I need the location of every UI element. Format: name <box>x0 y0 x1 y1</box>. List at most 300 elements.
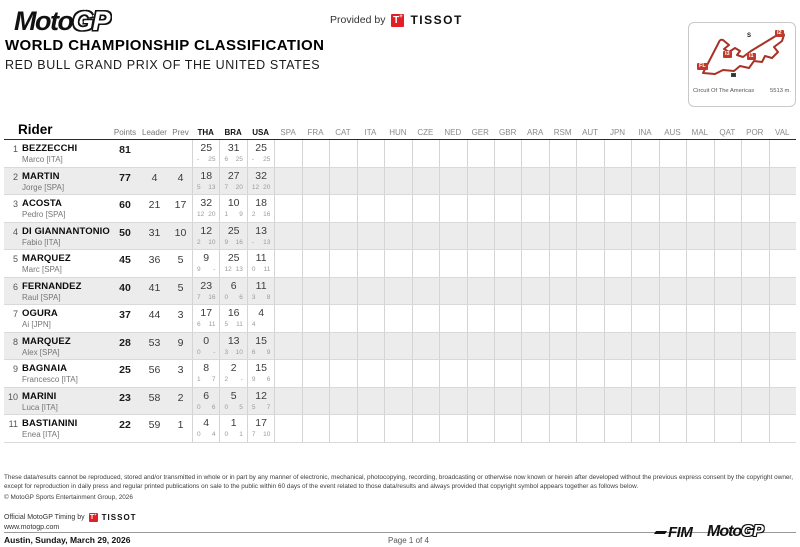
race-points: 11 <box>208 321 216 328</box>
result-ina-empty <box>631 360 658 387</box>
result-qat-empty <box>714 250 741 277</box>
tissot-logo-icon-footer: T + <box>89 512 97 521</box>
result-ina-empty <box>631 388 658 415</box>
result-ara-empty <box>521 195 548 222</box>
result-qat-empty <box>714 223 741 250</box>
sprint-points: 0 <box>197 431 201 438</box>
race-points-total: 11 <box>255 252 267 264</box>
result-aut-empty <box>576 305 603 332</box>
sprint-points: - <box>251 156 255 163</box>
result-ger-empty <box>467 305 494 332</box>
result-tha <box>192 278 219 305</box>
rider-cell <box>18 195 110 222</box>
result-spa-empty <box>274 195 301 222</box>
result-ina-empty <box>631 140 658 167</box>
result-ger-empty <box>467 195 494 222</box>
race-header-ned: NED <box>444 128 462 137</box>
race-points: 13 <box>235 266 243 273</box>
motogp-logo <box>14 6 109 37</box>
result-hun-empty <box>384 195 411 222</box>
circuit-map-box <box>688 22 796 107</box>
motogp-logo-footer-gp: GP <box>741 523 764 540</box>
result-cat-empty <box>329 195 356 222</box>
race-header-aut: AUT <box>582 128 599 137</box>
sprint-points: 0 <box>224 293 229 301</box>
circuit-name: Circuit Of The Americas <box>693 88 755 94</box>
race-points: 9 <box>266 348 271 356</box>
result-ita-empty <box>357 278 384 305</box>
sprint-points: 6 <box>251 348 256 356</box>
race-points-total: 32 <box>255 169 267 182</box>
result-cze-empty <box>412 195 439 222</box>
points-value: 23 <box>119 391 131 404</box>
race-header-usa: USA <box>252 128 270 137</box>
provided-by-label: Provided by <box>330 14 386 26</box>
sprint-points: 12 <box>251 183 260 191</box>
result-rsm-empty <box>549 360 576 387</box>
page-number: Page 1 of 4 <box>388 536 429 545</box>
race-header-ger: GER <box>471 128 489 137</box>
rank: 2 <box>12 171 18 182</box>
result-val-empty <box>769 360 796 387</box>
result-ara-empty <box>521 140 548 167</box>
result-ara-empty <box>521 223 548 250</box>
result-aus-empty <box>659 333 686 360</box>
rider-row <box>4 305 796 333</box>
result-aut-empty <box>576 333 603 360</box>
race-points: - <box>240 376 243 383</box>
race-points: 8 <box>266 293 271 301</box>
rank: 5 <box>12 254 18 264</box>
result-ina-empty <box>631 278 658 305</box>
sprint-points: 5 <box>251 403 256 411</box>
result-cze-empty <box>412 415 439 442</box>
sprint-points: 0 <box>197 403 201 411</box>
race-points: 6 <box>266 376 271 383</box>
gap-to-leader: 31 <box>148 226 161 239</box>
race-points: 25 <box>263 156 271 163</box>
rider-cell <box>18 388 110 415</box>
result-usa <box>247 415 274 442</box>
result-cze-empty <box>412 333 439 360</box>
race-points-total: 25 <box>200 142 213 154</box>
result-cze-empty <box>412 278 439 305</box>
table-header-row <box>4 121 796 140</box>
result-ita-empty <box>357 305 384 332</box>
points-value: 25 <box>119 364 131 376</box>
result-mal-empty <box>686 168 713 195</box>
gap-to-leader: 58 <box>148 391 161 404</box>
result-qat-empty <box>714 388 741 415</box>
rider-surname: DI GIANNANTONIO <box>22 225 110 237</box>
rider-cell <box>18 168 110 195</box>
result-hun-empty <box>384 360 411 387</box>
result-mal-empty <box>686 223 713 250</box>
gap-to-prev: 4 <box>177 171 184 184</box>
points-value: 77 <box>119 171 131 184</box>
result-aut-empty <box>576 278 603 305</box>
race-points: 20 <box>263 183 271 191</box>
result-cat-empty <box>329 168 356 195</box>
result-mal-empty <box>686 195 713 222</box>
sprint-points: 6 <box>224 156 229 163</box>
result-fra-empty <box>302 278 329 305</box>
result-hun-empty <box>384 223 411 250</box>
result-bra <box>219 305 246 332</box>
race-header-gbr: GBR <box>499 128 517 137</box>
race-header-jpn: JPN <box>609 128 626 137</box>
result-tha <box>192 415 219 442</box>
result-gbr-empty <box>494 360 521 387</box>
sprint-points: 2 <box>224 376 229 383</box>
result-rsm-empty <box>549 333 576 360</box>
result-val-empty <box>769 278 796 305</box>
sprint-points: 4 <box>251 321 256 328</box>
result-spa-empty <box>274 305 301 332</box>
result-aus-empty <box>659 250 686 277</box>
fim-swoosh-icon <box>654 531 667 534</box>
race-header-por: POR <box>746 128 764 137</box>
result-cat-empty <box>329 250 356 277</box>
result-aus-empty <box>659 388 686 415</box>
official-timing-line <box>4 513 137 522</box>
circuit-marker-i1: I1 <box>749 53 754 59</box>
race-points-total: 15 <box>255 362 267 374</box>
result-bra <box>219 388 246 415</box>
result-cat-empty <box>329 388 356 415</box>
race-points-total: 25 <box>255 142 267 154</box>
circuit-marker-i3: I3 <box>725 51 730 57</box>
result-cze-empty <box>412 250 439 277</box>
result-mal-empty <box>686 140 713 167</box>
result-ita-empty <box>357 333 384 360</box>
result-usa <box>247 360 274 387</box>
event-title: RED BULL GRAND PRIX OF THE UNITED STATES <box>5 58 321 72</box>
sprint-points: 9 <box>224 238 229 246</box>
result-aut-empty <box>576 223 603 250</box>
result-gbr-empty <box>494 250 521 277</box>
result-ned-empty <box>439 278 466 305</box>
race-points-total: 13 <box>255 224 267 237</box>
race-points-total: 2 <box>230 362 237 374</box>
rider-cell <box>18 278 110 305</box>
result-ned-empty <box>439 140 466 167</box>
result-fra-empty <box>302 333 329 360</box>
rider-row <box>4 168 796 196</box>
result-spa-empty <box>274 415 301 442</box>
result-aut-empty <box>576 195 603 222</box>
result-por-empty <box>741 278 768 305</box>
page-title: WORLD CHAMPIONSHIP CLASSIFICATION <box>5 37 325 54</box>
rider-cell <box>18 140 110 167</box>
race-points-total: 4 <box>258 307 265 319</box>
sprint-points: 3 <box>251 293 256 301</box>
result-ger-empty <box>467 415 494 442</box>
result-por-empty <box>741 305 768 332</box>
gap-to-prev: 1 <box>177 419 184 431</box>
motogp-logo-moto: Moto <box>14 6 73 36</box>
result-ara-empty <box>521 360 548 387</box>
sprint-points: 0 <box>197 348 201 356</box>
race-points: 16 <box>263 211 271 218</box>
column-header-rider: Rider <box>18 122 53 137</box>
rider-firstname: Fabio [ITA] <box>22 237 61 247</box>
rider-cell <box>18 360 110 387</box>
points-value: 40 <box>119 281 131 294</box>
rider-row <box>4 388 796 416</box>
result-ger-empty <box>467 360 494 387</box>
circuit-marker-fl: FL <box>699 63 706 69</box>
result-spa-empty <box>274 140 301 167</box>
race-points-total: 1 <box>230 417 237 429</box>
race-points-total: 25 <box>227 252 240 264</box>
sprint-points: 5 <box>224 321 229 328</box>
motogp-logo-footer-moto: Moto <box>707 523 742 540</box>
rider-surname: BEZZECCHI <box>22 143 78 154</box>
result-cze-empty <box>412 305 439 332</box>
result-jpn-empty <box>604 415 631 442</box>
race-points: 11 <box>236 321 243 328</box>
race-points: - <box>213 348 216 356</box>
gap-to-prev: 17 <box>174 199 187 211</box>
result-rsm-empty <box>549 305 576 332</box>
result-ned-empty <box>439 223 466 250</box>
result-ned-empty <box>439 388 466 415</box>
race-points-total: 27 <box>227 169 240 182</box>
fim-logo-text: FIM <box>668 524 693 541</box>
column-header-leader: Leader <box>142 128 167 137</box>
result-val-empty <box>769 223 796 250</box>
result-ned-empty <box>439 195 466 222</box>
motogp-logo-footer <box>707 523 763 541</box>
result-rsm-empty <box>549 168 576 195</box>
race-points: 20 <box>208 211 216 218</box>
result-rsm-empty <box>549 388 576 415</box>
gap-to-prev: 10 <box>174 226 187 239</box>
result-spa-empty <box>274 223 301 250</box>
result-por-empty <box>741 360 768 387</box>
rider-surname: MARQUEZ <box>22 253 71 264</box>
result-ina-empty <box>631 223 658 250</box>
result-por-empty <box>741 415 768 442</box>
result-val-empty <box>769 388 796 415</box>
race-points-total: 11 <box>255 279 267 292</box>
race-points: 13 <box>208 183 216 191</box>
result-ara-empty <box>521 278 548 305</box>
result-cze-empty <box>412 360 439 387</box>
rider-surname: MARTIN <box>22 170 60 182</box>
result-bra <box>219 360 246 387</box>
result-ger-empty <box>467 223 494 250</box>
rider-row <box>4 415 796 443</box>
result-rsm-empty <box>549 250 576 277</box>
result-cze-empty <box>412 168 439 195</box>
rider-cell <box>18 223 110 250</box>
result-por-empty <box>741 168 768 195</box>
circuit-marker-i2: I2 <box>777 30 782 36</box>
result-mal-empty <box>686 388 713 415</box>
gap-to-leader <box>140 140 169 167</box>
rider-cell <box>18 305 110 332</box>
result-bra <box>219 415 246 442</box>
result-val-empty <box>769 415 796 442</box>
result-tha <box>192 168 219 195</box>
points-value: 28 <box>119 336 131 349</box>
result-cze-empty <box>412 140 439 167</box>
result-aus-empty <box>659 140 686 167</box>
result-tha <box>192 333 219 360</box>
result-jpn-empty <box>604 333 631 360</box>
race-points-total: 15 <box>255 334 267 347</box>
result-usa <box>247 388 274 415</box>
result-qat-empty <box>714 305 741 332</box>
result-usa <box>247 250 274 277</box>
result-ita-empty <box>357 168 384 195</box>
result-fra-empty <box>302 223 329 250</box>
motogp-logo-gp: GP <box>72 6 110 36</box>
rider-surname: MARQUEZ <box>22 335 71 347</box>
rider-firstname: Marc [SPA] <box>22 265 62 274</box>
race-headers <box>192 128 796 137</box>
result-por-empty <box>741 195 768 222</box>
race-points: 20 <box>235 183 243 191</box>
result-cat-empty <box>329 140 356 167</box>
result-fra-empty <box>302 305 329 332</box>
result-aus-empty <box>659 360 686 387</box>
rider-surname: FERNANDEZ <box>22 280 82 292</box>
result-usa <box>247 195 274 222</box>
result-val-empty <box>769 250 796 277</box>
result-ger-empty <box>467 250 494 277</box>
result-aut-empty <box>576 388 603 415</box>
points-value: 81 <box>119 144 131 156</box>
points-value: 22 <box>119 419 131 431</box>
rider-cell <box>18 250 110 277</box>
race-points-total: 8 <box>203 362 210 374</box>
gap-to-prev: 3 <box>177 364 184 376</box>
result-ina-empty <box>631 250 658 277</box>
result-ara-empty <box>521 415 548 442</box>
website-link[interactable]: www.motogp.com <box>4 524 60 531</box>
sprint-points: 7 <box>197 293 201 301</box>
rank: 11 <box>8 419 18 429</box>
result-rsm-empty <box>549 195 576 222</box>
rank: 3 <box>12 199 18 209</box>
rider-surname: BAGNAIA <box>22 363 68 374</box>
race-header-ara: ARA <box>526 128 544 137</box>
rider-firstname: Ai [JPN] <box>22 320 51 329</box>
sprint-points: 2 <box>197 238 201 246</box>
race-header-val: VAL <box>774 128 790 137</box>
result-mal-empty <box>686 360 713 387</box>
result-gbr-empty <box>494 168 521 195</box>
result-qat-empty <box>714 333 741 360</box>
rank: 9 <box>12 364 18 374</box>
rider-row <box>4 140 796 168</box>
race-header-rsm: RSM <box>553 128 572 137</box>
result-jpn-empty <box>604 278 631 305</box>
result-jpn-empty <box>604 388 631 415</box>
gap-to-leader: 41 <box>148 281 161 294</box>
classification-table <box>4 121 796 443</box>
points-value: 50 <box>119 226 131 239</box>
result-tha <box>192 223 219 250</box>
result-tha <box>192 140 219 167</box>
result-aus-empty <box>659 305 686 332</box>
result-val-empty <box>769 140 796 167</box>
result-ger-empty <box>467 278 494 305</box>
gap-to-leader: 36 <box>148 254 161 266</box>
result-spa-empty <box>274 278 301 305</box>
sprint-points: 6 <box>197 321 201 328</box>
race-points: 25 <box>208 156 216 163</box>
result-spa-empty <box>274 388 301 415</box>
result-mal-empty <box>686 415 713 442</box>
rider-surname: ACOSTA <box>22 198 63 209</box>
result-mal-empty <box>686 333 713 360</box>
result-qat-empty <box>714 195 741 222</box>
gap-to-leader: 59 <box>148 419 161 431</box>
result-jpn-empty <box>604 140 631 167</box>
gap-to-prev: 9 <box>177 336 184 349</box>
race-points: 16 <box>208 293 216 301</box>
tissot-logo-text-footer: TISSOT <box>101 513 137 522</box>
sprint-points: 0 <box>251 266 256 273</box>
gap-to-leader: 4 <box>151 171 158 184</box>
column-header-prev: Prev <box>172 128 189 137</box>
result-hun-empty <box>384 305 411 332</box>
sprint-points: 1 <box>197 376 201 383</box>
result-ned-empty <box>439 333 466 360</box>
sprint-points: 3 <box>224 348 229 356</box>
result-jpn-empty <box>604 195 631 222</box>
result-val-empty <box>769 168 796 195</box>
sprint-points: 5 <box>197 183 201 191</box>
race-points: 5 <box>239 403 243 411</box>
result-fra-empty <box>302 250 329 277</box>
legal-text-block <box>4 473 796 502</box>
race-points: - <box>213 266 216 273</box>
result-aus-empty <box>659 223 686 250</box>
result-mal-empty <box>686 250 713 277</box>
gap-to-leader: 21 <box>148 199 161 211</box>
result-por-empty <box>741 333 768 360</box>
race-points-total: 16 <box>227 307 240 319</box>
rider-firstname: Raul [SPA] <box>22 292 61 302</box>
result-aut-empty <box>576 140 603 167</box>
result-fra-empty <box>302 415 329 442</box>
rider-firstname: Marco [ITA] <box>22 155 63 164</box>
race-points-total: 13 <box>227 334 240 347</box>
race-points: 16 <box>235 238 243 246</box>
table-body <box>4 140 796 443</box>
result-ned-empty <box>439 168 466 195</box>
sprint-points: 1 <box>224 211 229 218</box>
result-ara-empty <box>521 168 548 195</box>
result-usa <box>247 140 274 167</box>
gap-to-prev: 3 <box>177 309 184 321</box>
result-aut-empty <box>576 250 603 277</box>
race-points-total: 17 <box>255 417 267 429</box>
race-header-cat: CAT <box>335 128 351 137</box>
result-jpn-empty <box>604 360 631 387</box>
result-ina-empty <box>631 333 658 360</box>
title-block <box>5 37 324 72</box>
result-ina-empty <box>631 415 658 442</box>
race-points: 6 <box>211 403 216 411</box>
race-points-total: 0 <box>203 334 210 347</box>
sprint-points: 12 <box>197 211 205 218</box>
